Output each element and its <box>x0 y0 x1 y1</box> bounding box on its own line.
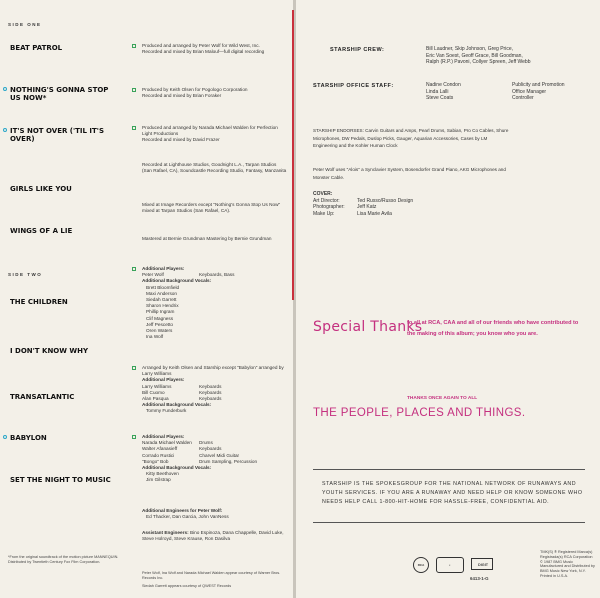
player-name: Peter Wolf <box>142 272 164 278</box>
player-role: Keyboards <box>199 383 222 389</box>
dog-logo-icon: ◐ <box>436 557 464 573</box>
office-staff-label: STARSHIP OFFICE STAFF: <box>313 83 394 89</box>
vocalist-name: Maxi Anderson <box>146 290 178 296</box>
cover-credits <box>313 191 513 217</box>
credit-text: Recorded and mixed by Brian Foraker <box>142 93 222 99</box>
vocalist-name: Jeff Pescetto <box>146 321 174 327</box>
bullet-icon <box>3 128 7 132</box>
song-title: NOTHING'S GONNA STOP US NOW* <box>10 86 109 102</box>
people-places-things: THE PEOPLE, PLACES AND THINGS. <box>313 407 526 419</box>
player-role: Keyboards, Bass <box>199 272 235 278</box>
song-title: I DON'T KNOW WHY <box>10 347 89 355</box>
staff-role: Office Manager <box>512 88 547 95</box>
section-heading: Additional Players: <box>142 266 185 271</box>
player-role: Keyboards <box>199 446 222 452</box>
staff-name: Steve Coats <box>426 95 454 101</box>
credit-text: Produced and arranged by Peter Wolf for Wild West, Inc. <box>142 43 260 48</box>
song-title: SET THE NIGHT TO MUSIC <box>10 476 111 484</box>
section-heading: Additional Background Vocals: <box>142 402 212 408</box>
soundtrack-footnote: *From the original soundtrack of the motion picture MANNEQUIN. Distributed by Twentieth Century Fox Film Corporation. <box>8 555 119 564</box>
marker-icon <box>132 267 136 271</box>
additional-players-1 <box>142 266 287 340</box>
special-thanks-text: to all at RCA, CAA and all of our friends who have contributed to the making of this album; you know who you are. <box>407 320 579 337</box>
cover-row <box>313 211 513 218</box>
player-role: Keyboards <box>199 389 222 395</box>
staff-name: Nadine Condon <box>426 82 461 88</box>
additional-players-2 <box>142 365 287 415</box>
section-heading: Additional Players: <box>142 377 185 383</box>
marker-icon <box>132 366 136 370</box>
cover-person: Jeff Katz <box>357 204 377 210</box>
player-role: Charvel Midi Guitar <box>199 452 240 458</box>
runaway-message: STARSHIP IS THE SPOKESGROUP FOR THE NATIONAL NETWORK OF RUNAWAYS AND YOUTH SERVICES. IF YOU ARE A RUNAWAY AND NEED HELP OR KNOW SOMEONE WHO NEEDS HELP CALL 1-800-HIT-HOME FOR HASSLE-FREE, CONFIDENTIAL AID. <box>322 481 583 505</box>
divider-line <box>313 469 585 470</box>
credit-nothings-gonna <box>142 87 287 99</box>
credit-beat-patrol <box>142 43 287 55</box>
player-role: Drum Sampling, Percussion <box>199 458 258 464</box>
player-name: Larry Williams <box>142 383 172 389</box>
player-name: Bill Cuomo <box>142 389 165 395</box>
marker-icon <box>132 88 136 92</box>
marker-icon <box>132 126 136 130</box>
cover-role: Photographer: <box>313 204 345 210</box>
staff-role: Controller <box>512 95 534 101</box>
bullet-icon <box>3 435 7 439</box>
credit-its-not-over <box>142 125 287 144</box>
vocalist-name: Sharon Hendrix <box>146 303 179 309</box>
song-title: IT'S NOT OVER ('TIL IT'S OVER) <box>10 127 104 143</box>
side-two-label: SIDE TWO <box>8 272 43 277</box>
vocalist-name: Phillip Ingram <box>146 309 175 315</box>
mixing-text: Mixed at Image Recorders except "Nothing's Gonna Stop Us Now" mixed at Tarpan Studios (San Rafael, CA). <box>142 202 281 214</box>
vocalist-name: Brett Bloomfield <box>146 284 180 290</box>
staff-name: Linda Lalli <box>426 88 449 95</box>
vocalist-name: Kitty Beethoven <box>146 471 179 477</box>
section-heading: Additional Players: <box>142 434 185 439</box>
vocalist-list <box>142 285 287 341</box>
crew-names <box>426 46 531 66</box>
legal-text: TMK(S) ® Registered Marca(s) Registrada(s) RCA Corporation © 1987 BMG Music Manufactured and Distributed by BMG Music New York, N.Y. Printed in U.S.A. <box>540 550 595 578</box>
engineer-names: Bino Espinoza, Dana Chappelle, David Luke, Steve Holroyd, Steve Krause, Ron Dasilva <box>142 530 284 542</box>
vocalist-name: Siedah Garrett <box>146 297 177 303</box>
song-title: THE CHILDREN <box>10 298 68 306</box>
cover-role: Make Up: <box>313 210 335 217</box>
song-title: BEAT PATROL <box>10 44 63 52</box>
courtesy-note: Peter Wolf, Ina Wolf and Narada Michael Walden appear courtesy of Warner Bros. Records Inc. <box>142 571 281 580</box>
crew-label: STARSHIP CREW: <box>330 47 385 53</box>
credit-text: Recorded and mixed by David Frazer <box>142 137 220 143</box>
marker-icon <box>132 435 136 439</box>
office-staff-list <box>426 82 596 102</box>
additional-players-3 <box>142 434 287 484</box>
song-title: TRANSATLANTIC <box>10 393 75 401</box>
song-title: WINGS OF A LIE <box>10 227 73 235</box>
player-name: Walter Afanasieff <box>142 446 178 452</box>
credit-text: Produced by Keith Olsen for Pogologo Corporation <box>142 87 248 92</box>
section-heading: Additional Background Vocals: <box>142 465 212 471</box>
endorsements-text: STARSHIP ENDORSES: Carvin Guitars and Amps, Pearl Drums, Sabian, Pro Co Cables, Shure Microphones, DW Pedals, Duslop Picks, Gauger, Aquarian Accessories, Cases by LM Engineering and the Kohler Human Clock <box>313 128 509 149</box>
thanks-again-text: THANKS ONCE AGAIN TO ALL <box>407 396 478 401</box>
red-accent-line <box>292 10 294 300</box>
crew-line: Bill Laudner, Skip Johnson, Greg Price, <box>426 46 513 52</box>
crew-line: Eric Van Soest, Geoff Grace, Bill Goodman, <box>426 52 523 59</box>
assistant-engineers <box>142 530 287 542</box>
credit-text: Recorded and mixed by Brian Malouf—full digital recording <box>142 49 265 55</box>
engineer-names: Ed Thacker, Dan Garcia, John VanNess <box>146 514 229 520</box>
wolf-equipment-note: Peter Wolf uses "Alois" a Synclavier System, Bosendorfer Grand Piano, AKG Microphones and Monster Cable. <box>313 167 506 180</box>
track-credits-panel <box>0 0 294 598</box>
cover-label: COVER: <box>313 191 333 197</box>
player-name: "Bongo" Bob <box>142 458 169 464</box>
courtesy-note: Siedah Garrett appears courtesy of QWEST Records <box>142 584 232 588</box>
special-thanks-heading: Special Thanks <box>313 319 423 335</box>
section-heading: Additional Engineers for Peter Wolf: <box>142 508 223 513</box>
player-name: Narada Michael Walden <box>142 440 192 446</box>
section-heading: Assistant Engineers: <box>142 530 189 535</box>
player-role: Keyboards <box>199 396 222 402</box>
catalog-number: 6413-1-G <box>470 576 489 581</box>
recording-studios-text: Recorded at Lighthouse Studios, Goodnight L.A., Tarpan Studios (San Rafael, CA), Soundcastle Recording Studio, Fantasy, Manzanita <box>142 162 287 174</box>
song-title: GIRLS LIKE YOU <box>10 185 72 193</box>
bullet-icon <box>3 87 7 91</box>
staff-row <box>426 95 596 102</box>
credit-text: Produced and arranged by Narada Michael Walden for Perfection Light Productions <box>142 125 278 137</box>
vocalist-name: Clif Magness <box>146 315 174 321</box>
vocalist-name: Jim Gilstrap <box>146 477 171 483</box>
vocalist-name: Tommy Funderburk <box>146 408 187 414</box>
marker-icon <box>132 44 136 48</box>
credit-text: Arranged by Keith Olsen and Starship except "Babylon" arranged by Larry Williams <box>142 365 284 377</box>
player-name: Corrado Rustici <box>142 452 175 458</box>
divider-line <box>313 522 585 523</box>
cover-role: Art Director: <box>313 197 340 204</box>
vocalist-name: Oren Waters <box>146 328 173 334</box>
vocalist-name: Ina Wolf <box>146 334 164 340</box>
digit-label: DIGIT <box>478 563 489 567</box>
rca-logo-icon: RCA <box>413 557 429 573</box>
section-heading: Additional Background Vocals: <box>142 278 212 284</box>
staff-role: Publicity and Promotion <box>512 82 565 88</box>
cover-person: Ted Russo/Russo Design <box>357 197 414 204</box>
side-one-label: SIDE ONE <box>8 22 42 27</box>
cover-person: Lisa Marie Avila <box>357 210 392 217</box>
crew-line: Ralph (R.P.) Pavoni, Collyer Spreen, Jeff Webb <box>426 59 531 65</box>
player-role: Drums <box>199 440 213 446</box>
player-name: Alan Pasqua <box>142 396 169 402</box>
additional-engineers <box>142 508 287 520</box>
mastering-text: Mastered at Bernie Grundman Mastering by Bernie Grundman <box>142 236 272 241</box>
song-title: BABYLON <box>10 434 47 442</box>
